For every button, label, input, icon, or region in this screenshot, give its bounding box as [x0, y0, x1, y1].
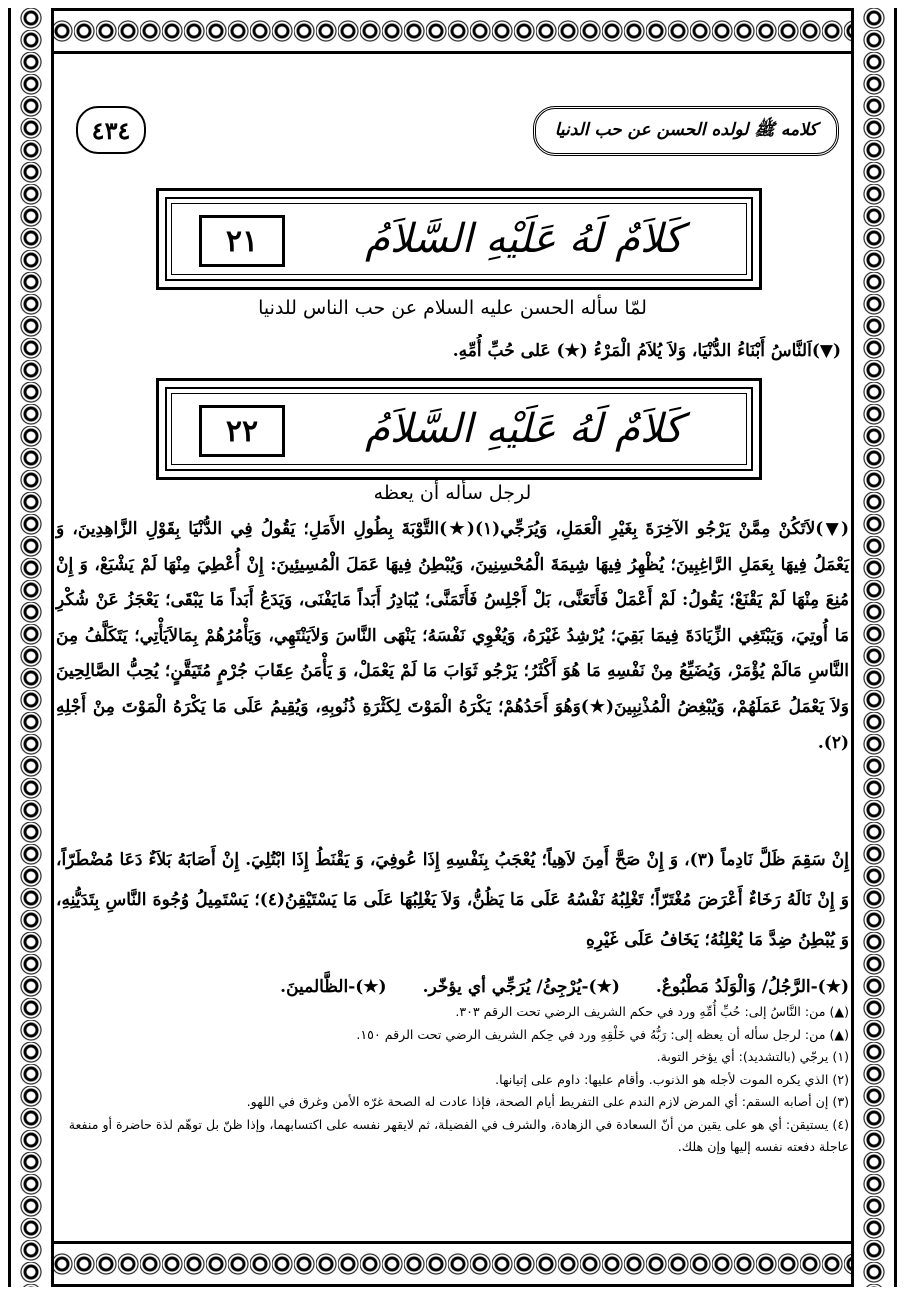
footnotes — [56, 977, 849, 1159]
sermon-body-continued — [56, 840, 849, 960]
page-content — [56, 60, 849, 1235]
footnote: (١) يرجّي (بالتشديد): أي يؤخر التوبة. — [656, 1049, 849, 1064]
ornamental-border-left — [8, 8, 54, 1287]
page-number: ٤٣٤ — [76, 106, 146, 154]
section-banner-21 — [156, 188, 762, 290]
ornamental-border-bottom — [8, 1241, 897, 1287]
footnote: (▲) من: النَّاسُ إلى: حُبِّ أُمِّهِ ورد في حكم الشريف الرضي تحت الرقم ٣٠٣. — [455, 1004, 849, 1019]
sermon-body — [56, 512, 849, 761]
section-number: ٢١ — [199, 215, 285, 267]
vocab-note: (★)-الرَّجُلُ/ وَالْوَلَدُ مَطْبُوعٌ. — [655, 977, 849, 997]
footnote: (▲) من: لرجل سأله أن يعظه إلى: رَبُّهُ في خَلْقِهِ ورد في حِكم الشريف الرضي تحت الرقم ١٥٠. — [356, 1026, 849, 1042]
footnote: (٢) الذي يكره الموت لأجله هو الذنوب. وأقام عليها: داوم على إتيانها. — [495, 1071, 849, 1087]
sermon-paragraph: (▼)لاَتَكُنْ مِمَّنْ يَرْجُو الآخِرَةَ بِغَيْرِ الْعَمَلِ، وَيُرَجِّي(١)(★)التَّوْبَةَ بِطُولِ الأَمَلِ؛ يَقُولُ فِي الدُّنْيَا بِقَوْلِ الزَّاهِدِينَ، وَ يَعْمَلُ فِيهَا بِعَمَلِ الرَّاغِبِينَ؛ يُظْهِرُ فِيهَا شِيمَةَ الْمُحْسِنِينَ، وَيُبْطِنُ فِيهَا عَمَلَ الْمُسِيئِينَ: إِنْ أُعْطِيَ مِنْهَا لَمْ يَشْبَعْ، وَ إِنْ مُنِعَ مِنْهَا لَمْ يَقْنَعْ؛ يَقُولُ: لَمْ أَعْمَلْ فَأَتَعَنَّى، بَلْ أَجْلِسُ فَأَتَمَنَّى؛ يُبَادِرُ أَبَداً مَايَفْنَى، وَيَدَعُ أَبَداً مَا يَبْقَى؛ يَعْجَزُ عَنْ شُكْرِ مَا أُوتِيَ، وَيَبْتَغِي الزِّيَادَةَ فِيمَا بَقِيَ؛ يُرْشِدُ غَيْرَهُ، وَيُغْوِي نَفْسَهُ؛ يَنْهَى النَّاسَ وَلاَيَنْتَهِي، وَيَأْمُرُهُمْ بِمَالاَيَأْتِي؛ يَتَكَلَّفُ مِنَ النَّاسِ مَالَمْ يُؤْمَرْ، وَيُضَيِّعُ مِنْ نَفْسِهِ مَا هُوَ أَكْثَرُ؛ يَرْجُو ثَوَابَ مَا لَمْ يَعْمَلْ، وَ يَأْمَنُ عِقَابَ جُرْمٍ مُتَيَقَّنٍ؛ يُحِبُّ الصَّالِحِينَ وَلاَ يَعْمَلُ عَمَلَهُمْ، وَيُبْغِضُ الْمُذْنِبِينَ(★)وَهُوَ أَحَدُهُمْ؛ يَكْرَهُ الْمَوْتَ لِكَثْرَةِ ذُنُوبِهِ، وَيُقِيمُ عَلَى مَا يَكْرَهُ الْمَوْتَ مِنْ أَجْلِهِ (٢). — [56, 519, 849, 753]
footnote: (٣) إن أصابه السقم: أي المرض لازم الندم على التفريط أيام الصحة، فإذا عادت له الصحة غرّه الأمن وغرق في اللهو. — [246, 1094, 849, 1109]
section-heading: كَلاَمٌ لَهُ عَلَيْهِ السَّلاَمُ — [365, 406, 683, 452]
footnote: (٤) يستيقن: أي هو على يقين من أنّ السعادة في الزهادة، والشرف في الفضيلة، ثم لايقهر نفسه على اكتسابهما، وإذا ظنّ بل توهّم لذة حاضرة أو منفعة عاجلة دفعته نفسه إليها وإن هلك. — [68, 1116, 849, 1154]
section-subtitle: لرجل سأله أن يعظه — [373, 482, 532, 504]
saying-text: (▼)اَلنَّاسُ أَبْنَاءُ الدُّنْيَا، وَلاَ يُلاَمُ الْمَرْءُ (★) عَلى حُبِّ أُمِّهِ. — [452, 341, 841, 361]
section-banner-22 — [156, 378, 762, 480]
ornamental-border-top — [8, 8, 897, 54]
ornamental-border-right — [851, 8, 897, 1287]
running-header-title: كلامه ﷺ لولده الحسن عن حب الدنيا — [533, 106, 839, 156]
vocab-note: (★)-الظَّالمينَ. — [280, 977, 387, 997]
section-subtitle: لمّا سأله الحسن عليه السلام عن حب الناس للدنيا — [258, 297, 647, 319]
running-header — [76, 100, 839, 160]
vocabulary-notes — [56, 977, 849, 997]
section-heading: كَلاَمٌ لَهُ عَلَيْهِ السَّلاَمُ — [365, 216, 683, 262]
section-number: ٢٢ — [199, 405, 285, 457]
vocab-note: (★)-يُرْجِئُ/ يُرَجِّي أي يؤخّر. — [422, 977, 620, 997]
sermon-paragraph: إِنْ سَقِمَ ظَلَّ نَادِماً (٣)، وَ إِنْ صَحَّ أَمِنَ لاَهِياً؛ يُعْجَبُ بِنَفْسِهِ إِذَا عُوفِيَ، وَ يَقْنَطُ إِذَا ابْتُلِيَ. إِنْ أَصَابَهُ بَلاَءٌ دَعَا مُضْطَرّاً، وَ إِنْ نَالَهُ رَخَاءٌ أَعْرَضَ مُغْتَرّاً؛ تَغْلِبُهُ نَفْسُهُ عَلَى مَا يَظُنُّ، وَلاَ يَغْلِبُهَا عَلَى مَا يَسْتَيْقِنُ(٤)؛ يَسْتَمِيلُ وُجُوهَ النَّاسِ بِتَدَيُّنِهِ، وَ يُبْطِنُ ضِدَّ مَا يُعْلِنُهُ؛ يَخَافُ عَلَى غَيْرِهِ — [56, 850, 849, 950]
